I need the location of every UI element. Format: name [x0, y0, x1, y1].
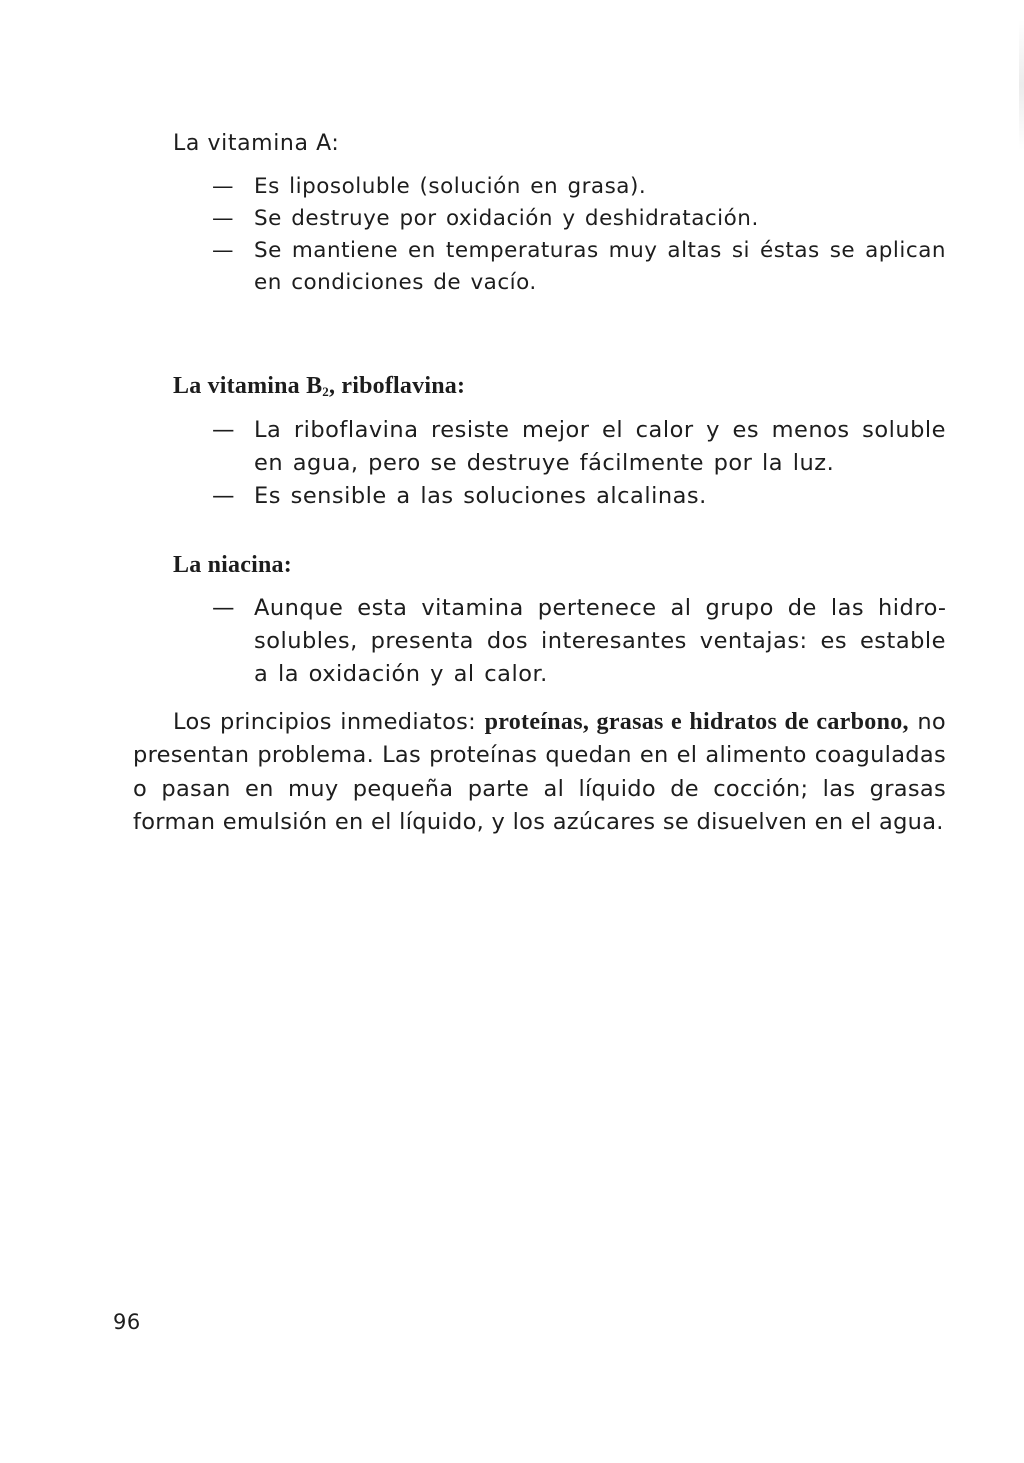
dash-bullet: —: [212, 206, 234, 231]
heading-vitamin-b2-subscript: 2: [322, 384, 329, 399]
list-item: [0, 414, 1024, 480]
list-item-text: Se destruye por oxidación y deshidratación.: [254, 206, 759, 231]
page-number: 96: [113, 1310, 141, 1334]
heading-vitamin-b2-suffix: , riboflavina:: [329, 373, 466, 399]
list-item: [0, 480, 1024, 513]
paragraph-rest: no presentan problema. Las proteínas quedan en el alimento coaguladas o pasan en muy pequeña parte al líquido de cocción; las grasas forman emulsión en el líquido, y los azúcares se disuelven en el agua.: [133, 709, 946, 835]
heading-vitamin-a: [173, 130, 339, 158]
dash-bullet: —: [212, 238, 234, 263]
dash-bullet: —: [212, 595, 235, 621]
heading-niacin-text: La niacina:: [173, 552, 292, 578]
list-item-text: Aunque esta vitamina pertenece al grupo de las hidrosolubles, presenta dos interesantes ventajas: es estable a la oxidación y al calor.: [254, 595, 946, 687]
heading-vitamin-a-text: La vitamina A:: [173, 131, 340, 156]
heading-vitamin-b2-prefix: La vitamina B: [173, 373, 323, 399]
heading-vitamin-b2: [173, 372, 465, 406]
list-item-text: Se mantiene en temperaturas muy altas si éstas se aplican en condiciones de vacío.: [254, 238, 946, 295]
list-item: [0, 235, 1024, 299]
vitamin-a-list: [0, 171, 1024, 299]
list-item: [0, 171, 1024, 203]
list-item-text: Es sensible a las soluciones alcalinas.: [254, 483, 707, 509]
niacin-list: [0, 592, 1024, 691]
dash-bullet: —: [212, 174, 234, 199]
paragraph-lead: Los principios inmediatos:: [173, 709, 485, 735]
body-paragraph: [133, 706, 946, 839]
list-item-text: Es liposoluble (solución en grasa).: [254, 174, 647, 199]
list-item: [0, 203, 1024, 235]
list-item-text: La riboflavina resiste mejor el calor y es menos soluble en agua, pero se destruye fácilmente por la luz.: [254, 417, 946, 476]
dash-bullet: —: [212, 417, 235, 443]
heading-niacin: [173, 551, 292, 579]
list-item: [0, 592, 1024, 691]
dash-bullet: —: [212, 483, 235, 509]
scan-edge-mark: [1019, 20, 1024, 150]
paragraph-emphasis: proteínas, grasas e hidratos de carbono,: [484, 709, 909, 735]
vitamin-b2-list: [0, 414, 1024, 513]
